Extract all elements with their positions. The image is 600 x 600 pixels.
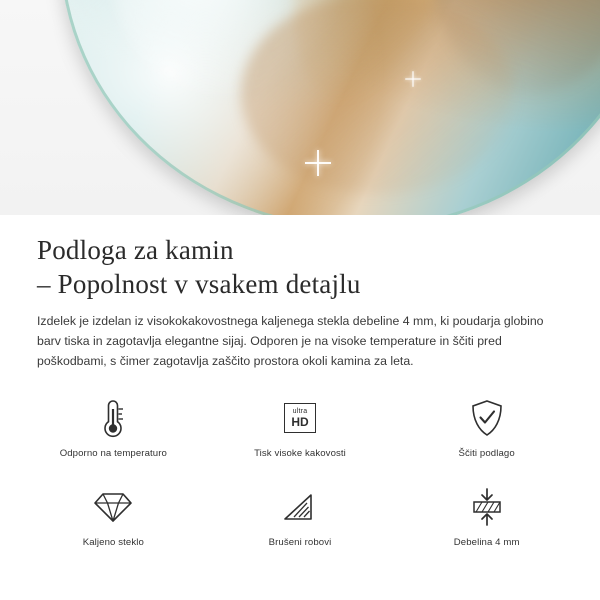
page-title-line-2: – Popolnost v vsakem detajlu xyxy=(37,269,361,299)
feature-label: Debelina 4 mm xyxy=(453,537,520,548)
page-title xyxy=(37,233,567,301)
feature-label: Ščiti podlago xyxy=(458,448,515,459)
shield-check-icon xyxy=(470,396,504,440)
feature-grid xyxy=(20,396,580,548)
feature-item-thickness xyxy=(393,485,580,548)
thermometer-icon xyxy=(98,396,128,440)
feature-label: Brušeni robovi xyxy=(268,537,332,548)
ultra-hd-badge-bottom: HD xyxy=(291,415,309,429)
polished-edge-icon xyxy=(281,485,319,529)
product-description: Izdelek je izdelan iz visokokakovostnega kaljenega stekla debeline 4 mm, ki poudarja globino barv tiska in zagotavlja elegantne sijaj. Odporen je na visoke temperature in ščiti pred poškodbami, s čimer zagotavlja zaščito prostora okoli kamina za leta. xyxy=(37,314,544,368)
thickness-arrows-icon xyxy=(469,485,505,529)
page-title-line-1: Podloga za kamin xyxy=(37,235,234,265)
feature-label: Odporno na temperaturo xyxy=(59,448,167,459)
hero-image xyxy=(0,0,600,215)
feature-item-protects-floor xyxy=(393,396,580,459)
feature-item-tempered-glass xyxy=(20,485,207,548)
feature-label: Tisk visoke kakovosti xyxy=(254,448,346,459)
feature-item-temperature xyxy=(20,396,207,459)
ultra-hd-icon xyxy=(284,396,316,440)
feature-item-polished-edges xyxy=(207,485,394,548)
ink-swirl-sand xyxy=(241,0,514,194)
diamond-icon xyxy=(93,485,133,529)
ultra-hd-badge-top: ultra xyxy=(292,408,308,415)
feature-label: Kaljeno steklo xyxy=(82,537,144,548)
feature-item-print-quality xyxy=(207,396,394,459)
